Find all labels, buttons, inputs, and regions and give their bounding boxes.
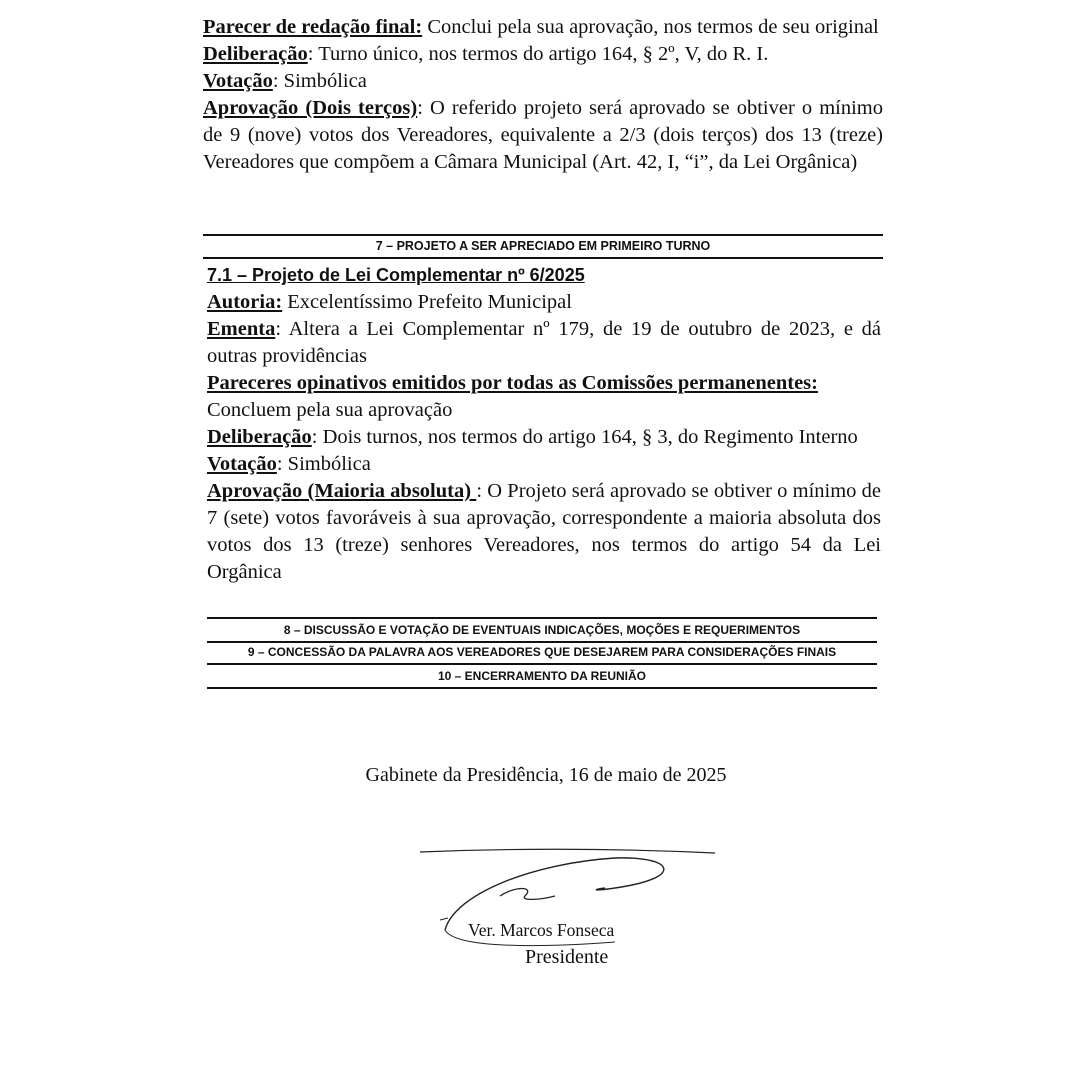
aprovacao-text: : O referido projeto será aprovado se obtiver o mínimo de 9 (nove) votos dos Vereadores, equivalente a 2/3 (dois terços) dos 13 (treze) Vereadores que compõem a Câmara Municipal (Art. 42, I, “i”, da Lei Orgânica) bbox=[203, 97, 883, 173]
aprovacao-7-label: Aprovação (Maioria absoluta) bbox=[207, 480, 477, 502]
votacao-text: : Simbólica bbox=[272, 70, 367, 92]
ementa-text: : Altera a Lei Complementar nº 179, de 19 de outubro de 2023, e dá outras providências bbox=[207, 318, 881, 367]
parecer-text: Conclui pela sua aprovação, nos termos de seu original bbox=[422, 16, 879, 38]
votacao-7-text: : Simbólica bbox=[276, 453, 371, 475]
section-9-bar: 9 – CONCESSÃO DA PALAVRA AOS VEREADORES QUE DESEJAREM PARA CONSIDERAÇÕES FINAIS bbox=[207, 641, 877, 665]
deliberacao-text: : Turno único, nos termos do artigo 164, § 2º, V, do R. I. bbox=[307, 43, 769, 65]
date-line: Gabinete da Presidência, 16 de maio de 2025 bbox=[365, 764, 727, 786]
parecer-label: Parecer de redação final: bbox=[203, 16, 423, 38]
aprovacao-7-text: : O Projeto será aprovado se obtiver o mínimo de 7 (sete) votos favoráveis à sua aprovação, correspondente a maioria absoluta dos votos dos 13 (treze) senhores Vereadores, nos termos do artigo 54 da Lei Orgânica bbox=[207, 480, 881, 583]
pareceres-label: Pareceres opinativos emitidos por todas as Comissões permanenentes: bbox=[207, 372, 818, 394]
votacao-paragraph bbox=[203, 68, 883, 95]
project-heading: 7.1 – Projeto de Lei Complementar nº 6/2025 bbox=[207, 265, 585, 285]
aprovacao-7-paragraph bbox=[207, 478, 881, 586]
votacao-7-paragraph bbox=[207, 451, 881, 478]
ementa-paragraph bbox=[207, 316, 881, 370]
aprovacao-paragraph bbox=[203, 95, 883, 176]
votacao-label: Votação bbox=[203, 70, 273, 92]
autoria-text: Excelentíssimo Prefeito Municipal bbox=[282, 291, 572, 313]
signer-role: Presidente bbox=[525, 946, 609, 968]
ementa-label: Ementa bbox=[207, 318, 276, 340]
pareceres-text: Concluem pela sua aprovação bbox=[207, 399, 453, 421]
deliberacao-7-paragraph bbox=[207, 424, 881, 451]
deliberacao-paragraph bbox=[203, 41, 883, 68]
parecer-paragraph bbox=[203, 14, 883, 41]
aprovacao-label: Aprovação (Dois terços) bbox=[203, 97, 418, 119]
signer-name: Ver. Marcos Fonseca bbox=[468, 920, 615, 940]
deliberacao-7-label: Deliberação bbox=[207, 426, 312, 448]
votacao-7-label: Votação bbox=[207, 453, 277, 475]
autoria-label: Autoria: bbox=[207, 291, 283, 313]
autoria-paragraph bbox=[207, 289, 881, 316]
section-6-block bbox=[203, 14, 883, 176]
section-8-bar: 8 – DISCUSSÃO E VOTAÇÃO DE EVENTUAIS INDICAÇÕES, MOÇÕES E REQUERIMENTOS bbox=[207, 617, 877, 643]
section-10-bar: 10 – ENCERRAMENTO DA REUNIÃO bbox=[207, 665, 877, 689]
section-7-block bbox=[207, 262, 881, 586]
pareceres-paragraph bbox=[207, 370, 881, 397]
deliberacao-label: Deliberação bbox=[203, 43, 308, 65]
deliberacao-7-text: : Dois turnos, nos termos do artigo 164, § 3, do Regimento Interno bbox=[311, 426, 858, 448]
section-7-bar: 7 – PROJETO A SER APRECIADO EM PRIMEIRO TURNO bbox=[203, 234, 883, 259]
